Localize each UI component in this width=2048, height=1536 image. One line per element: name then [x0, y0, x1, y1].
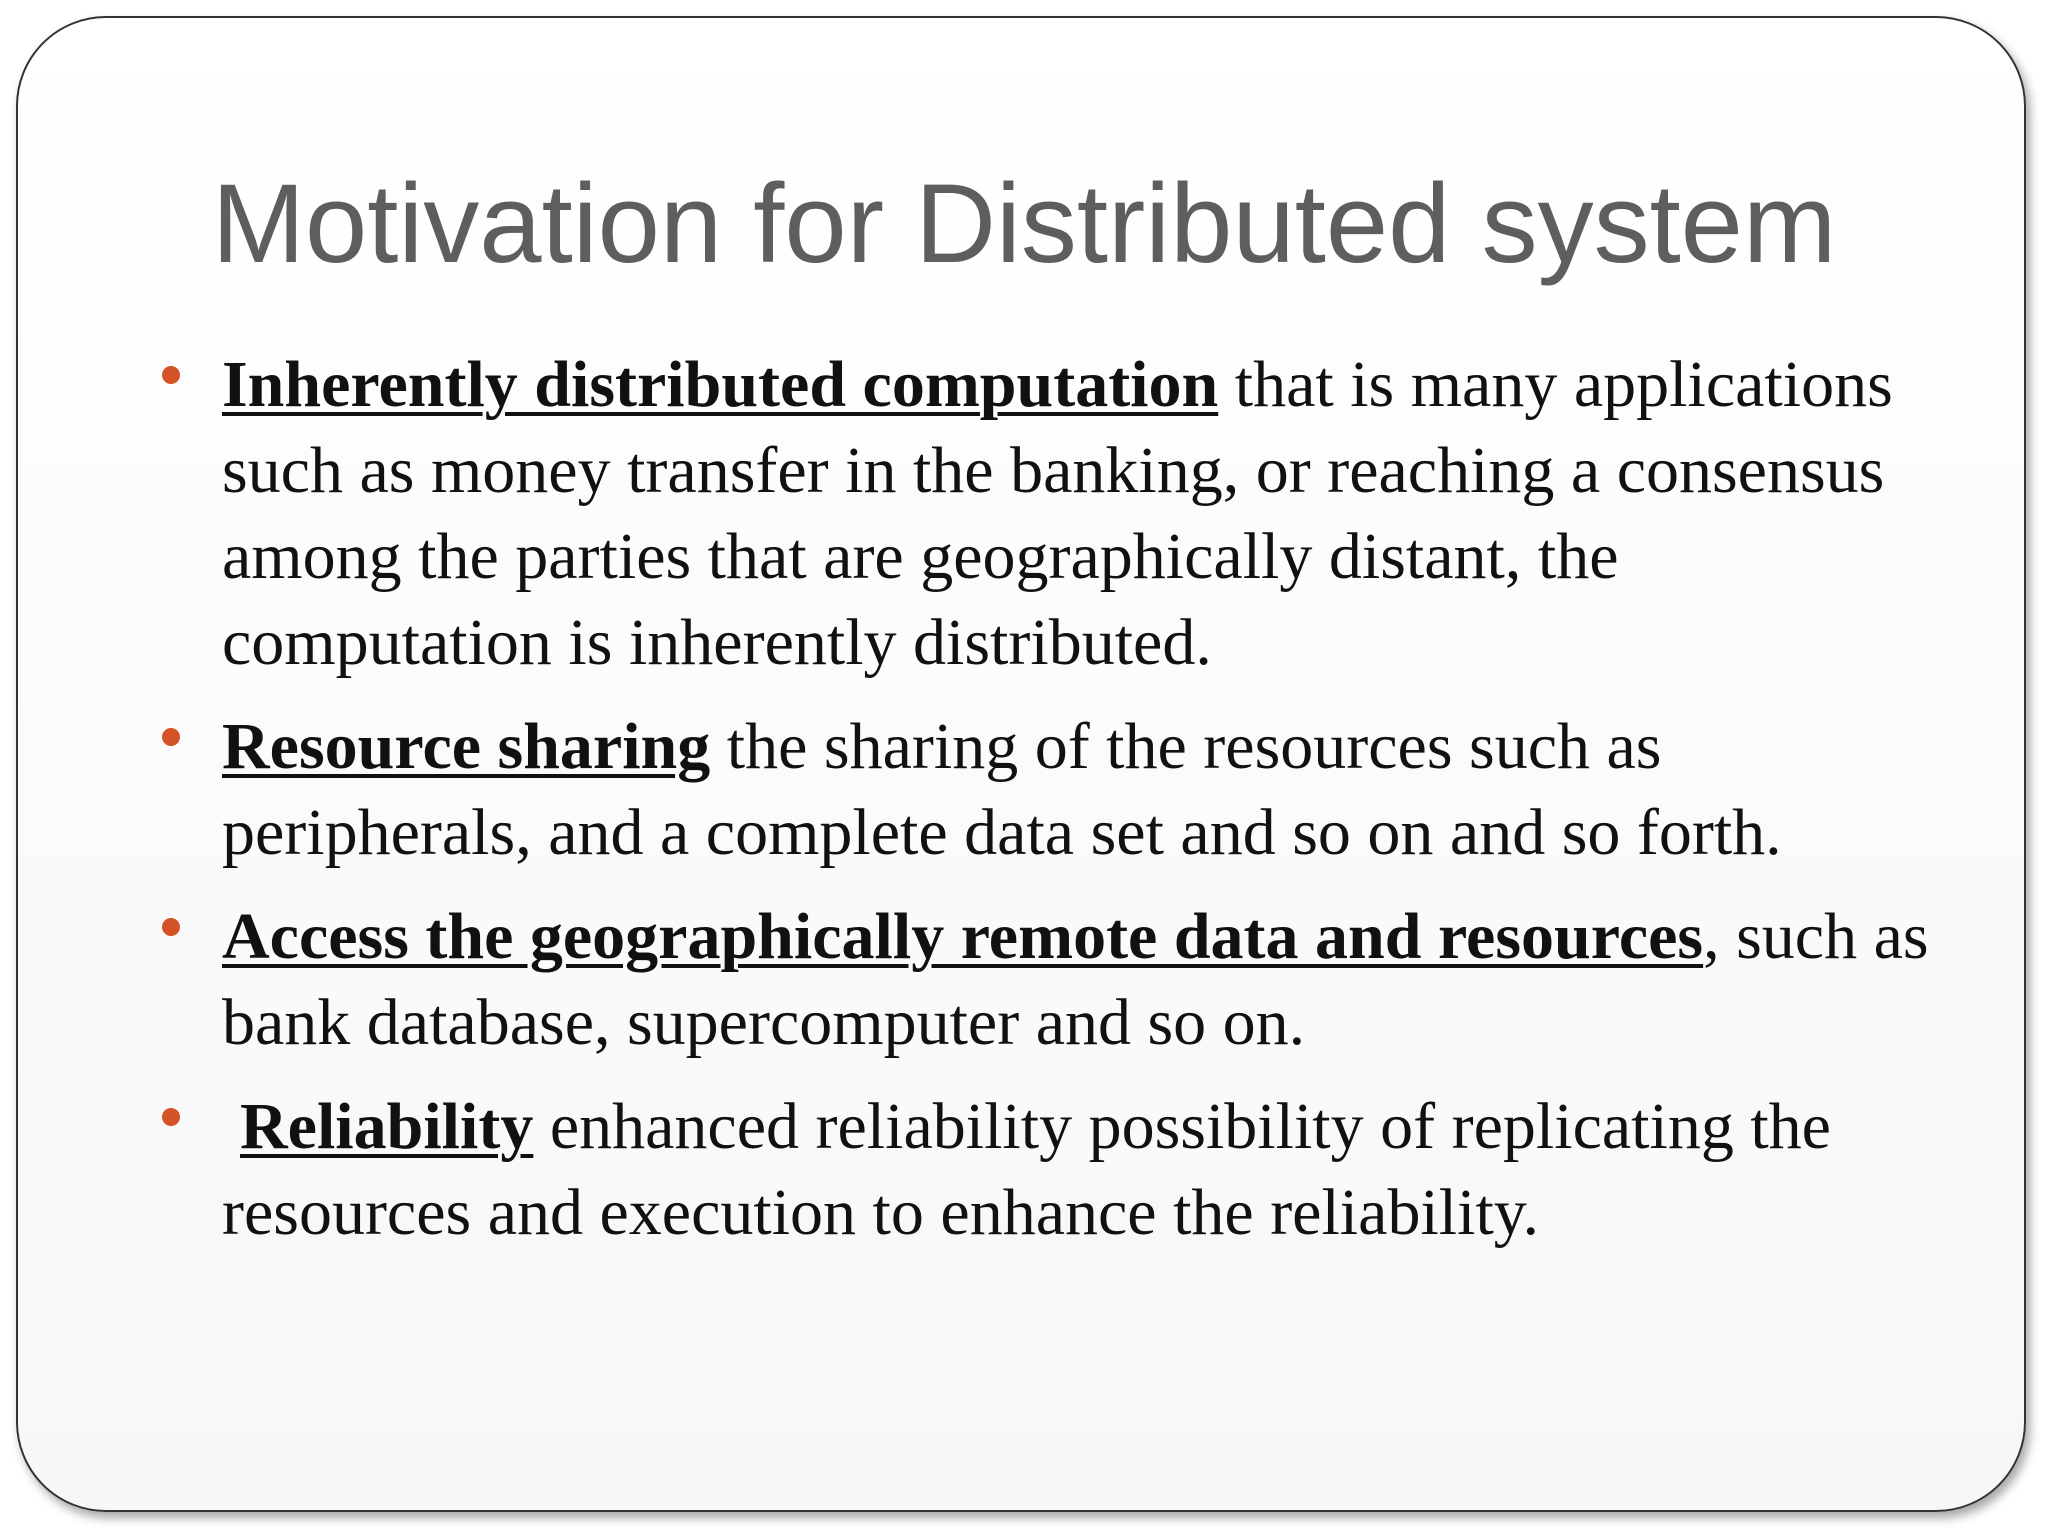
bullet-item-inherently-distributed	[222, 342, 1942, 686]
bullet-text: the sharing of the resources such as peripherals, and a complete data set and so on and so forth.	[222, 710, 1782, 869]
bullet-term: Access the geographically remote data and resources	[222, 900, 1704, 973]
bullet-item-resource-sharing	[222, 704, 1942, 876]
bullet-item-remote-access	[222, 894, 1942, 1066]
bullet-item-reliability	[222, 1084, 1942, 1256]
bullet-list	[222, 342, 1942, 1274]
slide-title: Motivation for Distributed system	[211, 161, 1837, 286]
bullet-text: , such as bank database, supercomputer and so on.	[222, 900, 1929, 1059]
bullet-dot-icon	[162, 918, 180, 936]
bullet-dot-icon	[162, 1108, 180, 1126]
bullet-term: Reliability	[240, 1090, 534, 1163]
bullet-text: enhanced reliability possibility of replicating the resources and execution to enhance the reliability.	[222, 1090, 1831, 1249]
bullet-text: that is many applications such as money transfer in the banking, or reaching a consensus among the parties that are geographically distant, the computation is inherently distributed.	[222, 348, 1893, 679]
bullet-term: Resource sharing	[222, 710, 711, 783]
bullet-term: Inherently distributed computation	[222, 348, 1219, 421]
bullet-dot-icon	[162, 728, 180, 746]
bullet-dot-icon	[162, 366, 180, 384]
